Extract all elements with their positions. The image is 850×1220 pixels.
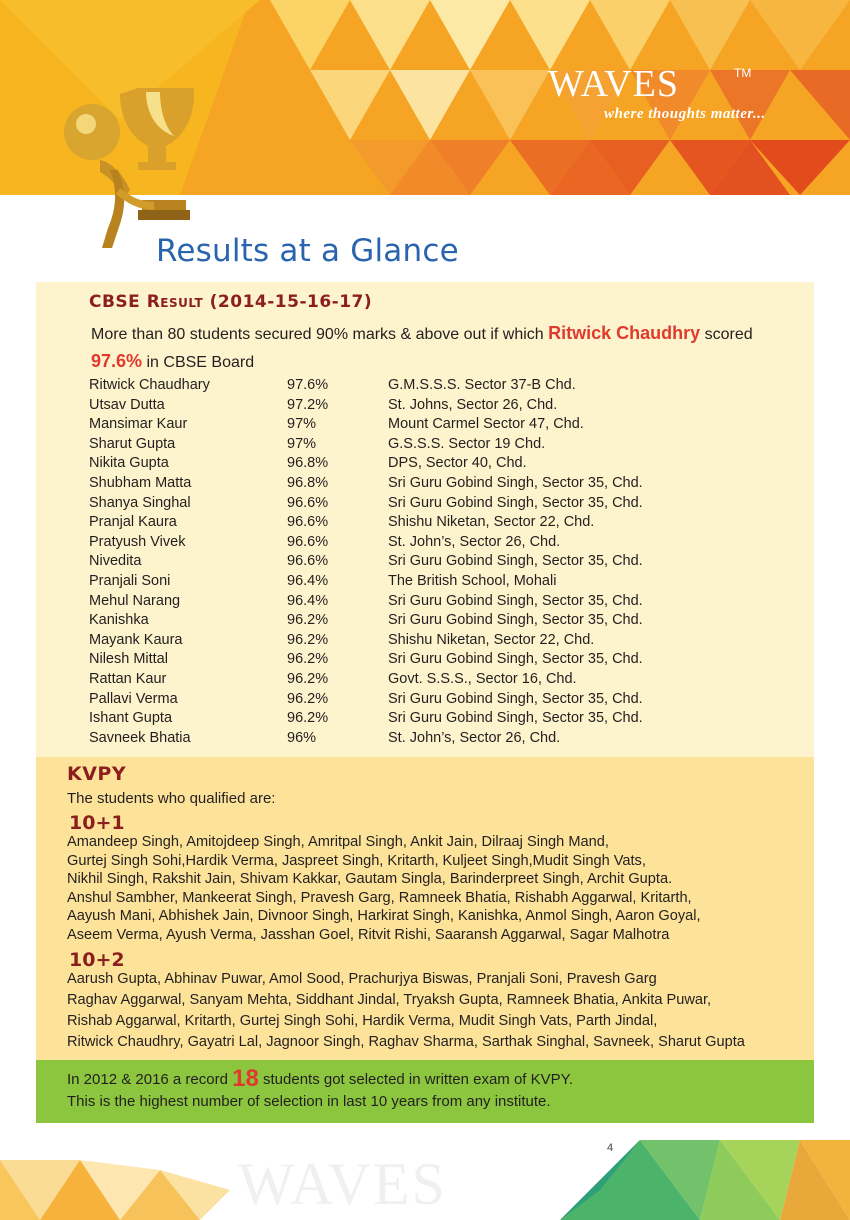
student-score: 96.6%	[287, 494, 329, 511]
student-school: G.M.S.S.S. Sector 37-B Chd.	[388, 377, 576, 393]
student-name: Pallavi Verma	[89, 690, 178, 707]
student-score: 96.2%	[287, 631, 329, 648]
student-school: G.S.S.S. Sector 19 Chd.	[388, 435, 546, 452]
table-row	[89, 533, 789, 553]
student-name: Pranjali Soni	[89, 572, 171, 589]
student-score: 96.2%	[287, 612, 329, 629]
student-school: Sri Guru Gobind Singh, Sector 35, Chd.	[388, 474, 643, 491]
table-row	[89, 650, 789, 670]
record-text-end: students got selected in written exam of KVPY.	[258, 1071, 573, 1088]
kvpy-panel	[36, 757, 814, 1060]
student-school: Shishu Niketan, Sector 22, Chd.	[388, 631, 595, 648]
topper-score: 97.6%	[91, 351, 143, 371]
table-row	[89, 396, 789, 416]
kvpy-subheading: The students who qualified are:	[67, 790, 276, 807]
table-row	[89, 729, 789, 749]
student-score: 97.6%	[287, 377, 329, 393]
student-score: 96.4%	[287, 592, 329, 609]
student-name: Sharut Gupta	[89, 435, 176, 452]
student-school: Sri Guru Gobind Singh, Sector 35, Chd.	[388, 710, 643, 727]
grade-11-names	[67, 833, 812, 945]
student-score: 97%	[287, 416, 317, 433]
grade-11-label: 10+1	[69, 812, 125, 834]
table-row	[89, 631, 789, 651]
student-name: Mehul Narang	[89, 592, 181, 609]
record-text-start: In 2012 & 2016 a record	[67, 1071, 233, 1088]
intro-text-end: in CBSE Board	[142, 354, 255, 371]
student-name: Savneek Bhatia	[89, 729, 191, 746]
record-line-2: This is the highest number of selection in last 10 years from any institute.	[67, 1093, 551, 1110]
student-school: Sri Guru Gobind Singh, Sector 35, Chd.	[388, 553, 643, 570]
student-score: 96.6%	[287, 533, 329, 550]
student-score: 96.6%	[287, 514, 329, 531]
name-line: Aayush Mani, Abhishek Jain, Divnoor Singh, Harkirat Singh, Kanishka, Anmol Singh, Aaron Goyal,	[67, 908, 701, 925]
table-row	[89, 709, 789, 729]
student-score: 96%	[287, 729, 317, 746]
student-school: Govt. S.S.S., Sector 16, Chd.	[388, 670, 577, 687]
student-name: Nilesh Mittal	[89, 651, 168, 668]
student-score: 96.8%	[287, 474, 329, 491]
table-row	[89, 494, 789, 514]
student-school: Mount Carmel Sector 47, Chd.	[388, 416, 584, 433]
student-school: Shishu Niketan, Sector 22, Chd.	[388, 514, 595, 531]
student-school: DPS, Sector 40, Chd.	[388, 455, 527, 472]
student-name: Mayank Kaura	[89, 631, 183, 648]
student-name: Utsav Dutta	[89, 396, 165, 413]
page-title: Results at a Glance	[156, 233, 459, 269]
student-name: Nikita Gupta	[89, 455, 169, 472]
cbse-intro	[91, 320, 811, 376]
student-school: Sri Guru Gobind Singh, Sector 35, Chd.	[388, 690, 643, 707]
table-row	[89, 611, 789, 631]
name-line: Aarush Gupta, Abhinav Puwar, Amol Sood, Prachurjya Biswas, Pranjali Soni, Pravesh Garg	[67, 971, 657, 987]
table-row	[89, 435, 789, 455]
grade-12-names	[67, 969, 812, 1053]
table-row	[89, 513, 789, 533]
student-name: Kanishka	[89, 612, 149, 629]
name-line: Raghav Aggarwal, Sanyam Mehta, Siddhant Jindal, Tryaksh Gupta, Ramneek Bhatia, Ankita Puwar,	[67, 992, 712, 1008]
record-panel	[36, 1060, 814, 1123]
page-number: 4	[607, 1142, 614, 1154]
student-score: 96.2%	[287, 710, 329, 727]
student-school: Sri Guru Gobind Singh, Sector 35, Chd.	[388, 651, 643, 668]
student-score: 97%	[287, 435, 317, 452]
footer-watermark: WAVES	[238, 1151, 447, 1217]
topper-name: Ritwick Chaudhry	[548, 323, 701, 343]
waves-logo	[548, 62, 808, 132]
kvpy-heading: KVPY	[67, 763, 127, 785]
intro-text-start: More than 80 students secured 90% marks & above out if which	[91, 326, 549, 343]
student-school: The British School, Mohali	[388, 572, 557, 589]
student-school: St. John’s, Sector 26, Chd.	[388, 533, 561, 550]
student-school: St. Johns, Sector 26, Chd.	[388, 396, 558, 413]
table-row	[89, 376, 789, 396]
cbse-results-table	[89, 376, 789, 748]
student-name: Pratyush Vivek	[89, 533, 186, 550]
student-name: Ritwick Chaudhary	[89, 377, 210, 393]
student-score: 97.2%	[287, 396, 329, 413]
table-row	[89, 454, 789, 474]
trademark-mark: TM	[734, 66, 752, 80]
student-name: Shanya Singhal	[89, 494, 191, 511]
student-score: 96.2%	[287, 690, 329, 707]
student-name: Ishant Gupta	[89, 710, 173, 727]
student-score: 96.2%	[287, 651, 329, 668]
cbse-panel	[36, 282, 814, 757]
student-score: 96.4%	[287, 572, 329, 589]
student-score: 96.8%	[287, 455, 329, 472]
name-line: Nikhil Singh, Rakshit Jain, Shivam Kakkar, Gautam Singla, Barinderpreet Singh, Archit Gupta.	[67, 871, 673, 888]
cbse-heading: CBSE Result (2014-15-16-17)	[89, 292, 373, 312]
student-school: Sri Guru Gobind Singh, Sector 35, Chd.	[388, 592, 643, 609]
table-row	[89, 415, 789, 435]
table-row	[89, 474, 789, 494]
student-school: Sri Guru Gobind Singh, Sector 35, Chd.	[388, 612, 643, 629]
student-name: Rattan Kaur	[89, 670, 167, 687]
student-name: Shubham Matta	[89, 474, 192, 491]
student-school: Sri Guru Gobind Singh, Sector 35, Chd.	[388, 494, 643, 511]
name-line: Ritwick Chaudhry, Gayatri Lal, Jagnoor Singh, Raghav Sharma, Sarthak Singhal, Savneek, Sharut Gupta	[67, 1034, 745, 1050]
name-line: Anshul Sambher, Mankeerat Singh, Pravesh Garg, Ramneek Bhatia, Rishabh Aggarwal, Kritarth,	[67, 889, 692, 906]
name-line: Rishab Aggarwal, Kritarth, Gurtej Singh Sohi, Hardik Verma, Mudit Singh Vats, Parth Jindal,	[67, 1013, 658, 1029]
name-line: Aseem Verma, Ayush Verma, Jasshan Goel, Ritvit Rishi, Saaransh Aggarwal, Sagar Malhotra	[67, 926, 670, 943]
intro-text-mid: scored	[700, 326, 753, 343]
name-line: Gurtej Singh Sohi,Hardik Verma, Jaspreet Singh, Kritarth, Kuljeet Singh,Mudit Singh Vats,	[67, 852, 646, 869]
student-name: Pranjal Kaura	[89, 514, 177, 531]
grade-12-label: 10+2	[69, 949, 125, 971]
table-row	[89, 592, 789, 612]
table-row	[89, 552, 789, 572]
record-text	[67, 1065, 573, 1113]
table-row	[89, 690, 789, 710]
table-row	[89, 670, 789, 690]
logo-wordmark: WAVES	[548, 63, 679, 105]
logo-tagline: where thoughts matter...	[604, 106, 766, 122]
name-line: Amandeep Singh, Amitojdeep Singh, Amritpal Singh, Ankit Jain, Dilraaj Singh Mand,	[67, 834, 609, 850]
student-name: Mansimar Kaur	[89, 416, 188, 433]
student-score: 96.6%	[287, 553, 329, 570]
table-row	[89, 572, 789, 592]
student-score: 96.2%	[287, 670, 329, 687]
record-count: 18	[232, 1065, 259, 1092]
student-name: Nivedita	[89, 553, 142, 570]
student-school: St. John’s, Sector 26, Chd.	[388, 729, 561, 746]
